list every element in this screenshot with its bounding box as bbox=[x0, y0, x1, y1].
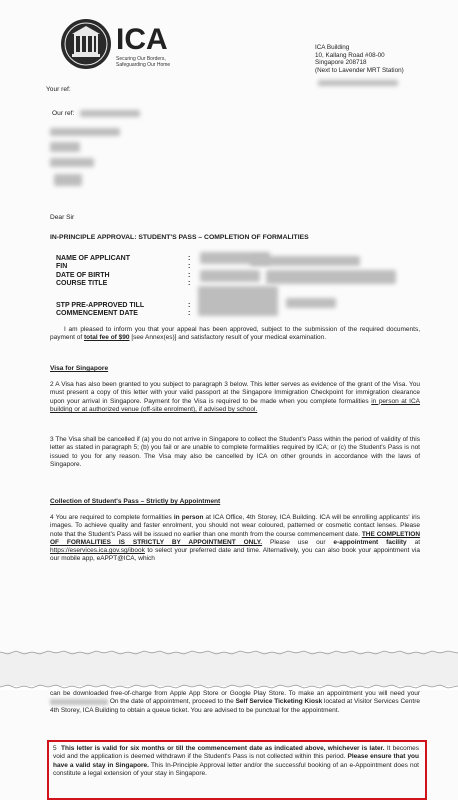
field-colon: : bbox=[188, 280, 191, 287]
field-stp-pre-approved-till: STP PRE-APPROVED TILL bbox=[56, 302, 145, 309]
address-line: Singapore 208718 bbox=[315, 59, 367, 67]
redacted-recipient-address bbox=[54, 174, 82, 186]
redacted-recipient-address bbox=[50, 158, 94, 167]
subject-line: IN-PRINCIPLE APPROVAL: STUDENT'S PASS – COMPLETION OF FORMALITIES bbox=[50, 234, 309, 241]
paragraph-5-text: It becomes void and the application is deemed withdrawn if the Student's Pass is not collected within this period. bbox=[53, 745, 420, 761]
paragraph-5-number: 5 bbox=[53, 745, 57, 752]
paragraph-4-text: Please use our bbox=[270, 538, 326, 546]
redacted-recipient-address bbox=[50, 142, 80, 152]
kiosk-label: Self Service Ticketing Kiosk bbox=[235, 698, 323, 706]
ica-address bbox=[315, 44, 455, 74]
field-name-of-applicant: NAME OF APPLICANT bbox=[56, 255, 131, 262]
redacted-field-values bbox=[250, 256, 360, 266]
field-colon: : bbox=[188, 310, 191, 317]
redacted-field-values bbox=[266, 270, 396, 284]
paragraph-3: 3 The Visa shall be cancelled if (a) you do not arrive in Singapore to collect the Student's Pass within the period of validity of this letter as stated in paragraph 5; (b) you fail or are unable to complete formalities required by ICA; or (c) the Student's Pass is not issued to you for any reason. The Visa may also be cancelled by ICA on other grounds in accordance with the laws of Singapore. bbox=[50, 436, 420, 468]
intro-text: I am pleased to inform you that your appeal has been approved, subject to the submission of the required documents, payment of bbox=[50, 326, 420, 342]
visa-heading: Visa for Singapore bbox=[50, 365, 109, 372]
approval-fields bbox=[56, 302, 144, 319]
salutation: Dear Sir bbox=[50, 214, 75, 221]
redacted-field-values bbox=[286, 298, 336, 308]
ica-crest-icon bbox=[60, 18, 112, 70]
paragraph-5-text: This In-Principle Approval letter and/or the successful booking of an e-Appointment does not constitute a legal extension of your stay in Singapore. bbox=[53, 761, 419, 778]
field-colon: : bbox=[188, 302, 191, 309]
paragraph-2 bbox=[50, 381, 420, 414]
e-appointment-label: e-appointment facility bbox=[333, 538, 407, 546]
validity-statement: This letter is valid for six months or till the commencement date as indicated above, whichever is later. bbox=[61, 745, 385, 752]
address-line: ICA Building bbox=[315, 44, 350, 51]
intro-paragraph bbox=[50, 326, 420, 343]
field-course-title: COURSE TITLE bbox=[56, 280, 108, 288]
redacted-field-values bbox=[200, 270, 260, 282]
page-gap bbox=[0, 652, 458, 686]
continued-text: On the date of appointment, proceed to the bbox=[109, 698, 234, 706]
redacted-url bbox=[318, 80, 398, 86]
paragraph-4-text: 4 You are required to complete formalities bbox=[50, 514, 172, 521]
field-colon: : bbox=[188, 272, 191, 279]
redacted-inline bbox=[50, 699, 108, 705]
paragraph-2-text: 2 A Visa has also been granted to you subject to paragraph 3 below. This letter serves as evidence of the grant of the Visa. You must present a copy of this letter with your valid passport at the Singapore Immigration Checkpoint for immigration clearance upon your arrival in Singapore. Payment for the Visa is required to be made when you complete formalities bbox=[50, 381, 420, 405]
address-line: 10, Kallang Road #08-00 bbox=[315, 51, 385, 59]
continued-text: located at Visitor Services Centre 4th Storey, ICA Building to obtain a queue ticket. You are advised to be punctual for the appointment. bbox=[50, 698, 420, 714]
paragraph-4-continued bbox=[50, 690, 420, 715]
your-ref-label: Your ref: bbox=[46, 86, 71, 93]
field-colon: : bbox=[188, 263, 191, 270]
redacted-field-values bbox=[198, 286, 278, 316]
field-commencement-date: COMMENCEMENT DATE bbox=[56, 310, 138, 318]
our-ref-label: Our ref: bbox=[52, 110, 75, 117]
paragraph-4-text: at bbox=[414, 538, 420, 546]
field-fin: FIN bbox=[56, 263, 68, 271]
paragraph-4-text: to select your preferred date and time. Alternatively, you can also book your appointment via our mobile app, eAPPT@ICA, which bbox=[50, 547, 420, 563]
redacted-ref bbox=[80, 110, 140, 117]
total-fee: total fee of $90 bbox=[83, 334, 130, 342]
redacted-recipient-address bbox=[50, 128, 120, 136]
address-line: (Next to Lavender MRT Station) bbox=[315, 66, 404, 74]
applicant-fields bbox=[56, 255, 130, 289]
field-colon: : bbox=[188, 255, 191, 262]
paragraph-2-underlined: in person at ICA building or at authorized venue (off-site enrolment), if advised by school. bbox=[50, 397, 421, 413]
field-date-of-birth: DATE OF BIRTH bbox=[56, 271, 110, 279]
intro-text: [see Annex(es)] and satisfactory result of your medical examination. bbox=[131, 334, 327, 342]
torn-edge bbox=[0, 650, 458, 656]
ibook-link[interactable]: https://eservices.ica.gov.sg/ibook bbox=[50, 547, 145, 555]
paragraph-5 bbox=[53, 745, 419, 779]
collection-heading: Collection of Student's Pass – Strictly by Appointment bbox=[50, 498, 221, 505]
valid-stay-warning: Please ensure that you have a valid stay in Singapore. bbox=[53, 753, 419, 769]
paragraph-4 bbox=[50, 514, 420, 564]
continued-text: can be downloaded free-of-charge from Apple App Store or Google Play Store. To make an appointment you will need your bbox=[50, 690, 420, 697]
paragraph-4-text: at ICA Office, 4th Storey, ICA Building. ICA will be enrolling applicants' iris images. To achieve quality and faster enrolment, you should not wear coloured, patterned or cosmetic contact lenses. Please note that the Student's Pass will be issued no earlier than one month from the course commencement date. bbox=[50, 514, 420, 538]
highlighted-paragraph-5 bbox=[47, 740, 427, 800]
paragraph-4-bold: THE COMPLETION OF FORMALITIES IS STRICTLY BY APPOINTMENT ONLY. bbox=[50, 530, 421, 546]
ica-logo-text: ICA bbox=[116, 23, 168, 56]
ica-tagline: Securing Our Borders, Safeguarding Our Home bbox=[116, 56, 171, 68]
paragraph-4-bold: in person bbox=[173, 514, 204, 521]
